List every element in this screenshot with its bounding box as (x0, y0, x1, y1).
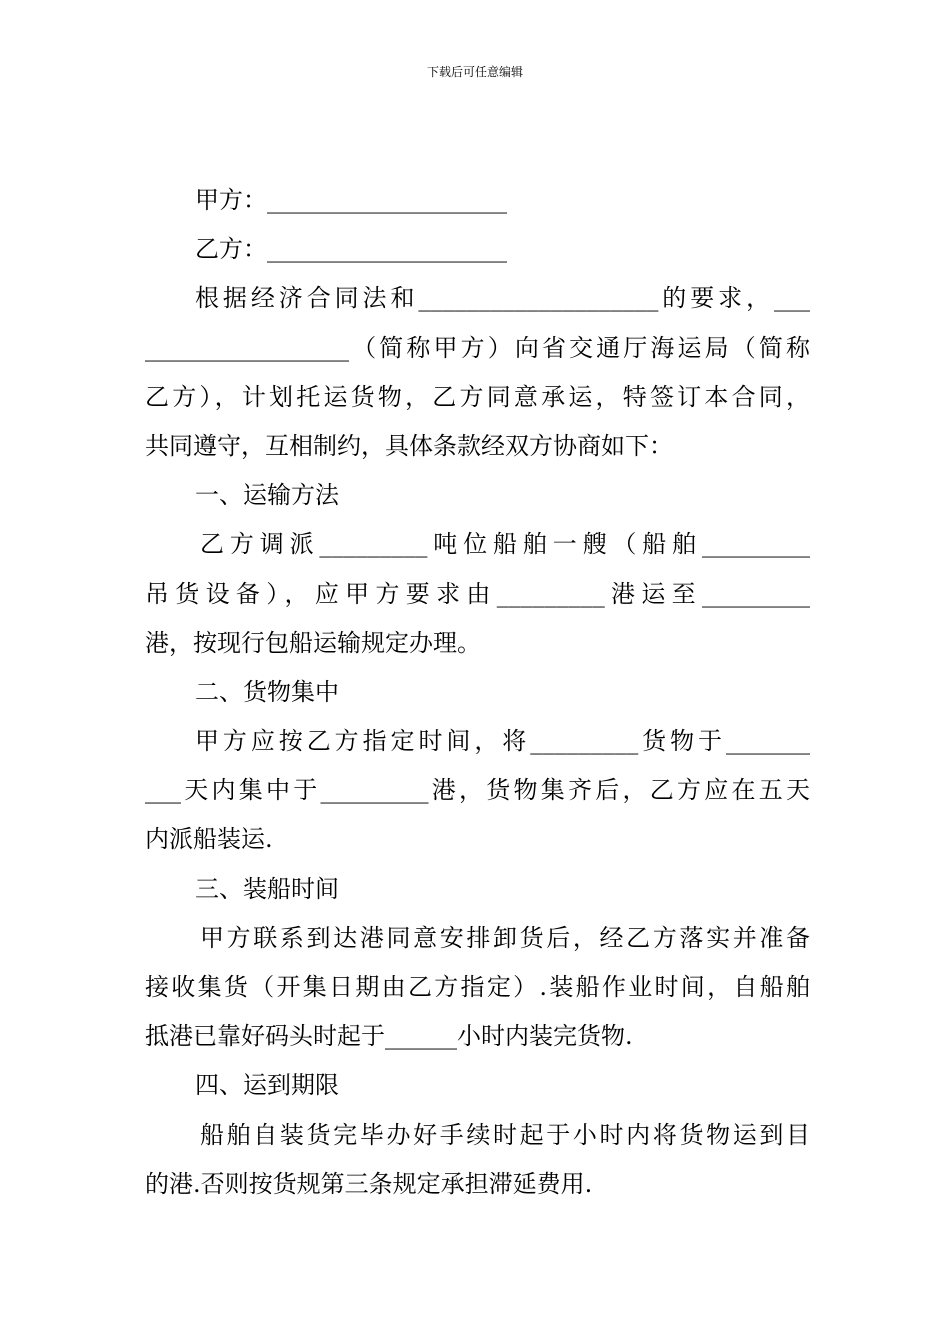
section-4-heading: 四、运到期限 (195, 1071, 339, 1100)
section-1-line-2: 吊货设备），应甲方要求由_________港运至_________ (145, 579, 810, 608)
section-3-heading: 三、装船时间 (195, 874, 339, 903)
section-2-heading: 二、货物集中 (195, 677, 339, 706)
preamble-line-3: 乙方），计划托运货物，乙方同意承运，特签订本合同， (145, 382, 810, 411)
preamble-line-1: 根据经济合同法和____________________的要求，___ (195, 284, 810, 313)
section-4-line-1: 船舶自装货完毕办好手续时起于小时内将货物运到目 (200, 1120, 810, 1149)
section-3-line-2: 接收集货（开集日期由乙方指定）.装船作业时间，自船舶 (145, 973, 810, 1001)
party-a-line: 甲方：____________________ (195, 186, 507, 214)
section-1-heading: 一、运输方法 (195, 481, 339, 510)
section-2-line-2: ___天内集中于_________港，货物集齐后，乙方应在五天 (145, 776, 810, 805)
preamble-line-2: _________________（简称甲方）向省交通厅海运局（简称 (145, 333, 810, 362)
section-2-line-3: 内派船装运. (145, 825, 273, 854)
party-b-line: 乙方：____________________ (195, 235, 507, 264)
section-1-line-1: 乙方调派_________吨位船舶一艘（船舶_________ (200, 530, 810, 559)
section-1-line-3: 港，按现行包船运输规定办理。 (145, 628, 481, 657)
page-header-note: 下载后可任意编辑 (426, 65, 523, 79)
section-3-line-3: 抵港已靠好码头时起于______小时内装完货物. (145, 1022, 633, 1051)
section-3-line-1: 甲方联系到达港同意安排卸货后，经乙方落实并准备 (200, 923, 810, 952)
section-4-line-2: 的港.否则按货规第三条规定承担滞延费用. (145, 1169, 593, 1198)
preamble-line-4: 共同遵守，互相制约，具体条款经双方协商如下： (145, 431, 673, 460)
section-2-line-1: 甲方应按乙方指定时间，将_________货物于_______ (195, 727, 810, 756)
contract-body (145, 180, 810, 1213)
